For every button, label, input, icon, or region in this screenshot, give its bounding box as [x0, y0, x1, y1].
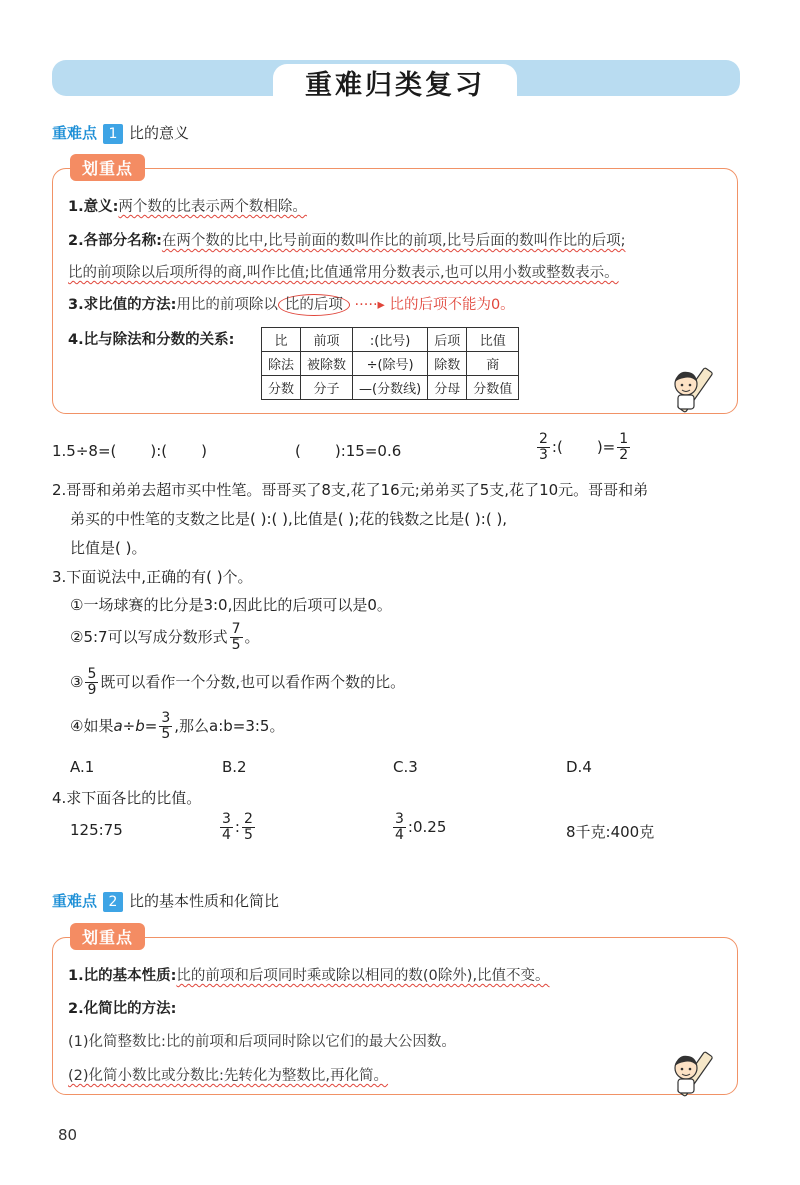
q1-part-b: ( ):15=0.6	[295, 442, 402, 460]
q3-option-b[interactable]: B.2	[222, 758, 247, 776]
fraction: $\frac{3}{5}$	[161, 710, 171, 742]
q2-line1: 2.哥哥和弟弟去超市买中性笔。哥哥买了8支,花了16元;弟弟买了5支,花了10元。哥哥和弟	[52, 481, 649, 499]
circled-term: 比的后项	[278, 294, 350, 316]
relation-table	[261, 327, 519, 400]
s2-p2: 2.化简比的方法:	[68, 1001, 177, 1017]
table-row: 除法 被除数 ÷(除号) 除数 商	[262, 352, 519, 376]
q3-option-a[interactable]: A.1	[70, 758, 95, 776]
section2-number: 2	[103, 892, 123, 912]
s1-p3-note: 比的后项不能为0。	[389, 297, 515, 313]
q3-statement-4: ④如果a÷b= $\frac{3}{5}$ ,那么a:b=3:5。	[70, 710, 285, 742]
dotted-arrow: ·····▸	[349, 297, 390, 313]
q3-stem: 3.下面说法中,正确的有( )个。	[52, 568, 253, 586]
section1-header	[52, 122, 189, 144]
s1-p2-line2: 比的前项除以后项所得的商,叫作比值;比值通常用分数表示,也可以用小数或整数表示。	[68, 265, 619, 281]
s1-p1: 1.意义:两个数的比表示两个数相除。	[68, 199, 307, 215]
cartoon-boy-pencil-icon	[664, 362, 728, 418]
s1-p4: 4.比与除法和分数的关系:	[68, 332, 235, 348]
q4-item-3: $\frac{3}{4}$ :0.25	[395, 811, 447, 843]
s2-p3: (1)化简整数比:比的前项和后项同时除以它们的最大公因数。	[68, 1034, 456, 1050]
s2-p4: (2)化简小数比或分数比:先转化为整数比,再化简。	[68, 1068, 389, 1084]
section2-tag: 划重点	[70, 923, 145, 950]
fraction: $\frac{7}{5}$	[231, 621, 241, 653]
section1-title: 比的意义	[129, 124, 190, 142]
table-row: 比 前项 :(比号) 后项 比值	[262, 328, 519, 352]
q4-item-4: 8千克:400克	[566, 823, 655, 841]
s1-p3: 3.求比值的方法:用比的前项除以 比的后项 ·····▸ 比的后项不能为0。	[68, 293, 515, 314]
fraction: $\frac{3}{4}$	[395, 811, 404, 843]
q3-option-d[interactable]: D.4	[566, 758, 592, 776]
cartoon-boy-pencil-icon	[664, 1046, 728, 1102]
q3-statement-2: ②5:7可以写成分数形式 $\frac{7}{5}$ 。	[70, 621, 260, 653]
section2-label: 重难点	[52, 892, 98, 910]
fraction: $\frac{2}{5}$	[243, 811, 253, 843]
fraction: $\frac{5}{9}$	[87, 666, 97, 698]
table-row: 分数 分子 —(分数线) 分母 分数值	[262, 376, 519, 400]
q3-statement-3: ③ $\frac{5}{9}$ 既可以看作一个分数,也可以看作两个数的比。	[70, 666, 406, 698]
fraction: $\frac{3}{4}$	[222, 811, 231, 843]
section1-tag: 划重点	[70, 154, 145, 181]
s2-p1: 1.比的基本性质:比的前项和后项同时乘或除以相同的数(0除外),比值不变。	[68, 968, 550, 984]
section2-header	[52, 890, 279, 912]
q3-option-c[interactable]: C.3	[393, 758, 418, 776]
section1-label: 重难点	[52, 124, 98, 142]
s1-p2: 2.各部分名称:在两个数的比中,比号前面的数叫作比的前项,比号后面的数叫作比的后项;	[68, 233, 626, 249]
fraction: $\frac{2}{3}$	[539, 431, 548, 463]
q1-part-c: $\frac{2}{3}$ :( )= $\frac{1}{2}$	[539, 431, 629, 463]
q3-statement-1: ①一场球赛的比分是3:0,因此比的后项可以是0。	[70, 596, 392, 614]
fraction: $\frac{1}{2}$	[619, 431, 629, 463]
page-title: 重难归类复习	[273, 64, 517, 110]
q2-line3: 比值是( )。	[70, 539, 147, 557]
q4-item-1: 125:75	[70, 821, 123, 839]
q1-part-a: 1.5÷8=( ):( )	[52, 442, 208, 460]
page-number: 80	[58, 1126, 78, 1144]
section1-number: 1	[103, 124, 123, 144]
q4-stem: 4.求下面各比的比值。	[52, 789, 202, 807]
q4-item-2: $\frac{3}{4}$ : $\frac{2}{5}$	[222, 811, 253, 843]
q2-line2: 弟买的中性笔的支数之比是( ):( ),比值是( );花的钱数之比是( ):( ),	[70, 510, 508, 528]
section2-title: 比的基本性质和化简比	[129, 892, 280, 910]
